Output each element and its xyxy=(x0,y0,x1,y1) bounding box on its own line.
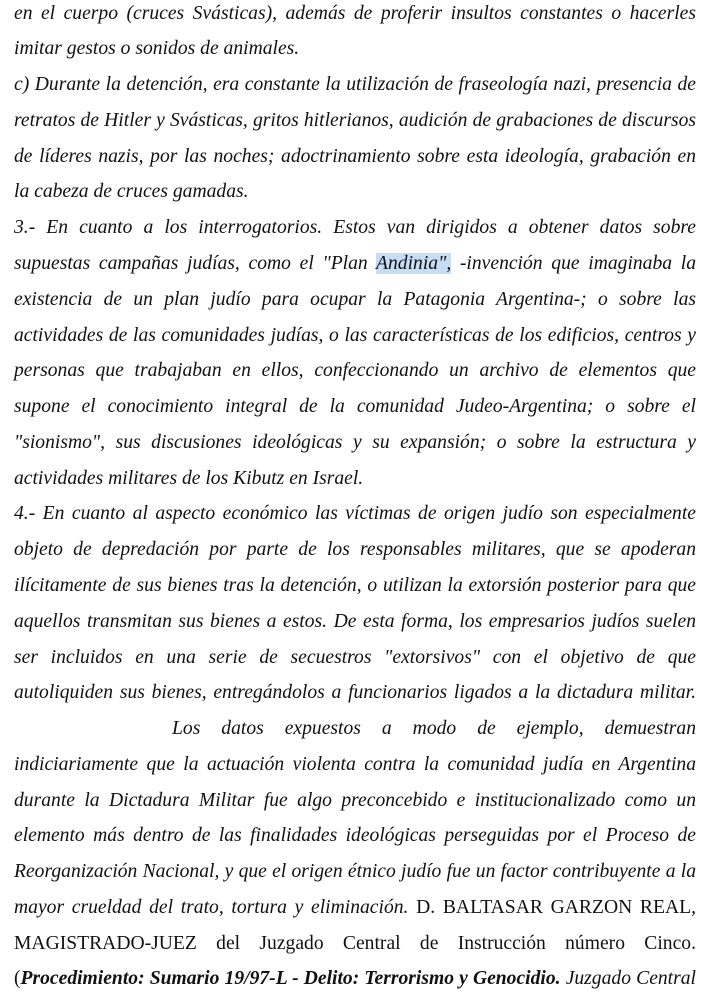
text-line-16: objeto de depredación por parte de los responsables militares, que se apoderan xyxy=(14,539,696,560)
line-26-italic: mayor crueldad del trato, tortura y eliminación. xyxy=(14,897,417,918)
text-line-27: MAGISTRADO-JUEZ del Juzgado Central de Instrucción número Cinco. xyxy=(14,933,696,954)
text-line-13: "sionismo", sus discusiones ideológicas y su expansión; o sobre la estructura y xyxy=(14,432,696,453)
line-28-tail: Juzgado Central xyxy=(560,968,696,989)
text-line-15: 4.- En cuanto al aspecto económico las víctimas de origen judío son especialmente xyxy=(14,503,696,524)
text-line-2: imitar gestos o sonidos de animales. xyxy=(14,38,300,59)
line-8-prefix: supuestas campañas judías, como el "Plan xyxy=(14,253,377,274)
text-line-24: elemento más dentro de las finalidades ideológicas perseguidas por el Proceso de xyxy=(14,825,696,846)
text-line-23: durante la Dictadura Militar fue algo preconcebido e institucionalizado como un xyxy=(14,790,696,811)
highlighted-text[interactable]: Andinia", xyxy=(376,253,452,274)
text-line-21: Los datos expuestos a modo de ejemplo, demuestran xyxy=(172,718,696,739)
line-26-roman: D. BALTASAR GARZON REAL, xyxy=(416,897,696,918)
text-line-20: autoliquiden sus bienes, entregándolos a funcionarios ligados a la dictadura militar. xyxy=(14,682,696,703)
text-line-6: la cabeza de cruces gamadas. xyxy=(14,181,249,202)
text-line-25: Reorganización Nacional, y que el origen étnico judío fue un factor contribuyente a la xyxy=(14,861,696,882)
text-line-7: 3.- En cuanto a los interrogatorios. Estos van dirigidos a obtener datos sobre xyxy=(14,217,696,238)
text-line-11: personas que trabajaban en ellos, confeccionando un archivo de elementos que xyxy=(14,360,696,381)
text-line-28 xyxy=(14,961,696,997)
text-line-17: ilícitamente de sus bienes tras la detención, o utilizan la extorsión posterior para que xyxy=(14,575,696,596)
text-line-3: c) Durante la detención, era constante la utilización de fraseología nazi, presencia de xyxy=(14,74,696,95)
text-line-18: aquellos transmitan sus bienes a estos. De esta forma, los empresarios judíos suelen xyxy=(14,611,696,632)
text-line-26 xyxy=(14,890,696,926)
text-line-12: supone el conocimiento integral de la comunidad Judeo-Argentina; o sobre el xyxy=(14,396,696,417)
text-line-10: actividades de las comunidades judías, o las características de los edificios, centros y xyxy=(14,325,696,346)
line-28-open-paren: ( xyxy=(14,968,21,989)
text-line-14: actividades militares de los Kibutz en Israel. xyxy=(14,468,364,489)
text-line-5: de líderes nazis, por las noches; adoctrinamiento sobre esta ideología, grabación en xyxy=(14,146,696,167)
text-line-19: ser incluidos en una serie de secuestros "extorsivos" con el objetivo de que xyxy=(14,647,696,668)
text-line-4: retratos de Hitler y Svásticas, gritos hitlerianos, audición de grabaciones de discursos xyxy=(14,110,696,131)
text-line-22: indiciariamente que la actuación violenta contra la comunidad judía en Argentina xyxy=(14,754,696,775)
line-8-suffix: -invención que imaginaba la xyxy=(451,253,697,274)
text-line-8 xyxy=(14,246,696,282)
line-28-bold: Procedimiento: Sumario 19/97-L - Delito: Terrorismo y Genocidio. xyxy=(20,968,561,989)
text-line-1: en el cuerpo (cruces Svásticas), además de proferir insultos constantes o hacerles xyxy=(14,3,696,24)
document-page xyxy=(14,0,697,989)
text-line-9: existencia de un plan judío para ocupar la Patagonia Argentina-; o sobre las xyxy=(14,289,696,310)
